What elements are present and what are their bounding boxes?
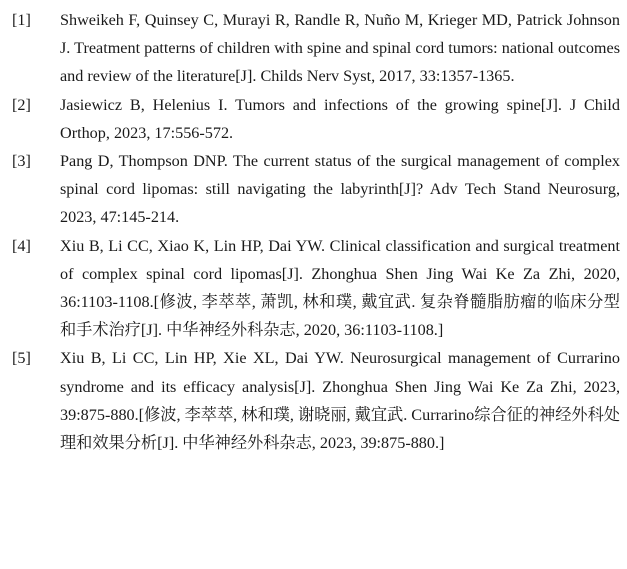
reference-number: [1] [12,11,31,29]
reference-item [12,91,620,147]
reference-number: [5] [12,349,31,368]
reference-item [12,344,620,457]
reference-number: [4] [12,236,31,255]
reference-text: Jasiewicz B, Helenius I. Tumors and infections of the growing spine[J]. J Child Orthop, 2023, 17:556-572. [60,95,620,142]
reference-text: Xiu B, Li CC, Lin HP, Xie XL, Dai YW. Neurosurgical management of Currarino syndrome and its efficacy analysis[J]. Zhonghua Shen Jing Wai Ke Za Zhi, 2023, 39:875-880.[修波, 李萃萃, 林和璞, 谢晓丽, 戴宜武. Currarino综合征的神经外科处理和效果分析[J]. 中华神经外科杂志, 2023, 39:875-880.] [60,349,620,453]
reference-item [12,6,620,91]
reference-number: [2] [12,95,31,114]
reference-text: Pang D, Thompson DNP. The current status of the surgical management of complex spinal cord lipomas: still navigating the labyrinth[J]? Adv Tech Stand Neurosurg, 2023, 47:145-214. [60,152,620,227]
reference-list [12,6,620,457]
reference-item [12,147,620,232]
reference-text: Xiu B, Li CC, Xiao K, Lin HP, Dai YW. Clinical classification and surgical treatment of complex spinal cord lipomas[J]. Zhonghua Shen Jing Wai Ke Za Zhi, 2020, 36:1103-1108.[修波, 李萃萃, 萧凯, 林和璞, 戴宜武. 复杂脊髓脂肪瘤的临床分型和手术治疗[J]. 中华神经外科杂志, 2020, 36:1103-1108.] [60,236,620,340]
reference-number: [3] [12,152,31,171]
reference-item [12,232,620,345]
reference-text: Shweikeh F, Quinsey C, Murayi R, Randle R, Nuño M, Krieger MD, Patrick Johnson J. Treatment patterns of children with spine and spinal cord tumors: national outcomes and review of the literature[J]. Childs Nerv Syst, 2017, 33:1357-1365. [60,11,620,86]
